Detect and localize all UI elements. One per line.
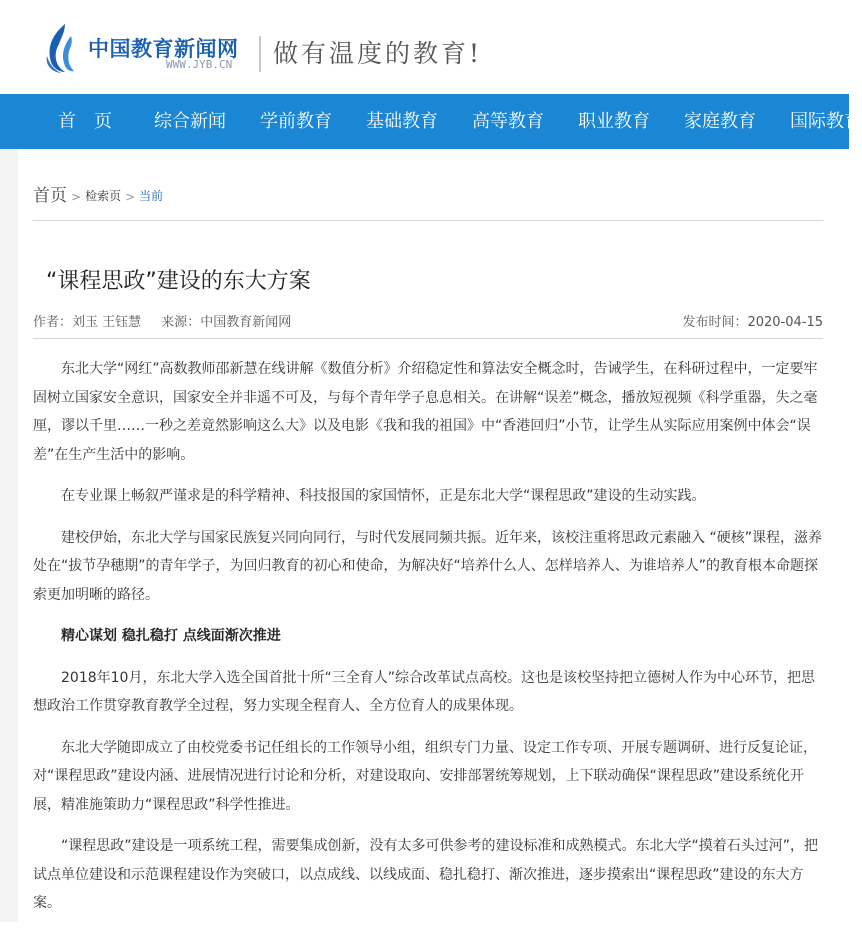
article-paragraph: 在专业课上畅叙严谨求是的科学精神、科技报国的家国情怀，正是东北大学“课程思政”建设的生动实践。 xyxy=(61,488,706,504)
left-gutter xyxy=(0,149,18,922)
nav-item-vocational[interactable]: 职业教育 xyxy=(578,111,650,132)
breadcrumb-home[interactable]: 首页 xyxy=(33,186,67,206)
breadcrumb-separator-icon: > xyxy=(71,190,82,204)
breadcrumb-current[interactable]: 当前 xyxy=(139,189,164,203)
flame-logo-icon[interactable] xyxy=(41,22,81,74)
article-author: 作者：刘玉 王钰慧 xyxy=(33,315,142,330)
nav-item-family[interactable]: 家庭教育 xyxy=(684,111,756,132)
article-source: 来源：中国教育新闻网 xyxy=(161,315,292,330)
article-body xyxy=(33,355,823,931)
article-subheading: 精心谋划 稳扎稳打 点线面渐次推进 xyxy=(61,628,281,644)
header-divider xyxy=(259,36,261,72)
article-title: “课程思政”建设的东大方案 xyxy=(46,269,311,294)
main-content-area xyxy=(0,149,849,922)
site-header xyxy=(0,0,849,94)
article-meta xyxy=(33,311,307,330)
article-paragraph: 东北大学“网红”高数教师邵新慧在线讲解《数值分析》介绍稳定性和算法安全概念时，告诫学生，在科研过程中，一定要牢固树立国家安全意识，国家安全并非遥不可及，与每个青年学子息息相关。在讲解“误差”概念，播放短视频《科学重器，失之毫厘，谬以千里……一秒之差竟然影响这么大》以及电影《我和我的祖国》中“香港回归”小节，让学生从实际应用案例中体会“误差”在生产生活中的影响。 xyxy=(33,361,818,463)
nav-item-basic-education[interactable]: 基础教育 xyxy=(366,111,438,132)
nav-item-higher-education[interactable]: 高等教育 xyxy=(472,111,544,132)
meta-divider xyxy=(33,338,823,339)
site-logo-text[interactable]: 中国教育新闻网 xyxy=(88,37,239,61)
nav-item-international[interactable]: 国际教育 xyxy=(790,111,862,132)
site-url: WWW.JYB.CN xyxy=(166,58,233,71)
breadcrumb-divider xyxy=(33,220,823,221)
article-publish-time: 发布时间：2020-04-15 xyxy=(682,315,823,330)
nav-item-general-news[interactable]: 综合新闻 xyxy=(154,111,226,132)
site-slogan: 做有温度的教育! xyxy=(273,39,483,68)
breadcrumb-separator-icon: > xyxy=(125,190,136,204)
nav-item-preschool[interactable]: 学前教育 xyxy=(260,111,332,132)
nav-item-home[interactable]: 首 页 xyxy=(58,111,112,132)
breadcrumb xyxy=(33,182,163,206)
article-paragraph: 2018年10月，东北大学入选全国首批十所“三全育人”综合改革试点高校。这也是该校坚持把立德树人作为中心环节，把思想政治工作贯穿教育教学全过程，努力实现全程育人、全方位育人的成果体现。 xyxy=(33,669,815,714)
breadcrumb-search-page[interactable]: 检索页 xyxy=(85,189,122,203)
article-paragraph: 东北大学随即成立了由校党委书记任组长的工作领导小组，组织专门力量、设定工作专项、开展专题调研、进行反复论证，对“课程思政”建设内涵、进展情况进行讨论和分析，对建设取向、安排部署统筹规划，上下联动确保“课程思政”建设系统化开展，精准施策助力“课程思政”科学性推进。 xyxy=(33,739,817,813)
article-paragraph: “课程思政”建设是一项系统工程，需要集成创新，没有太多可供参考的建设标准和成熟模式。东北大学“摸着石头过河”，把试点单位建设和示范课程建设作为突破口，以点成线、以线成面、稳扎稳打、渐次推进，逐步摸索出“课程思政”建设的东大方案。 xyxy=(33,838,819,911)
main-nav xyxy=(0,94,862,149)
article-paragraph: 建校伊始，东北大学与国家民族复兴同向同行，与时代发展同频共振。近年来，该校注重将思政元素融入 “硬核”课程，滋养处在“拔节孕穗期”的青年学子，为回归教育的初心和使命，为解决好“培养什么人、怎样培养人、为谁培养人”的教育根本命题探索更加明晰的路径。 xyxy=(33,529,822,603)
